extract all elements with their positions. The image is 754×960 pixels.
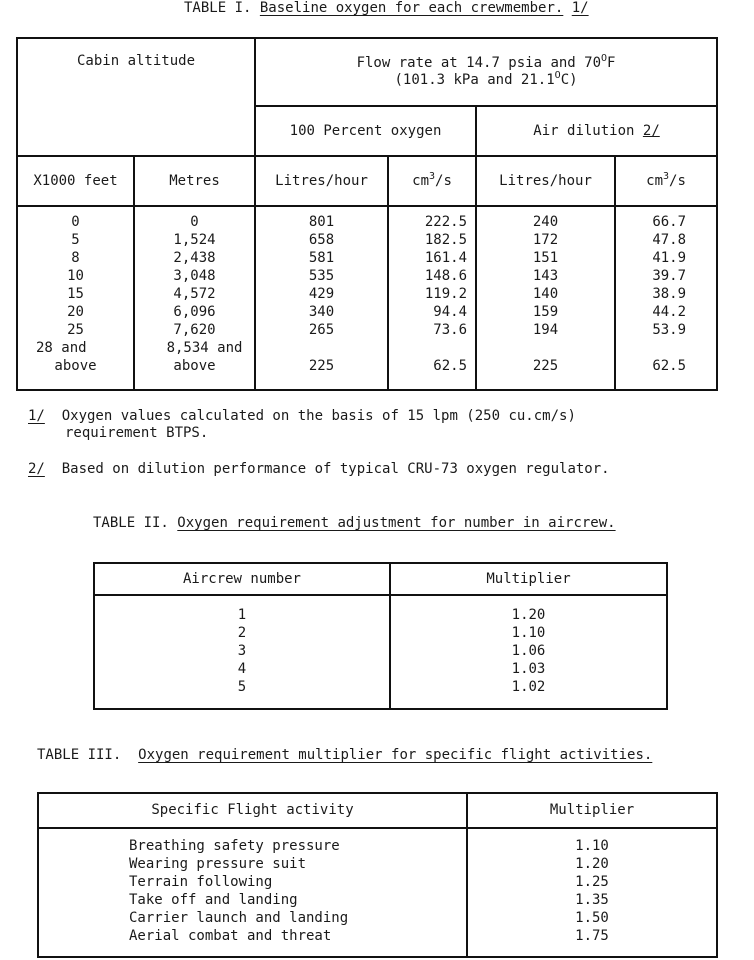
table3-label: TABLE III. (37, 747, 122, 763)
header-air-dilution: Air dilution 2/ (476, 106, 717, 156)
table1-footnote-ref: 1/ (571, 0, 589, 16)
column-feet: 0 5 8 10 15 20 25 28 and above (17, 206, 134, 390)
table2 (93, 562, 668, 710)
column-air-litres-hour: 240 172 151 143 140 159 194 225 (476, 206, 615, 390)
table1 (16, 37, 718, 391)
column-oxygen-litres-hour: 801 658 581 535 429 340 265 225 (255, 206, 388, 390)
table2-header-aircrew-number: Aircrew number (94, 563, 390, 595)
table3-column-activity: Breathing safety pressure Wearing pressure suit Terrain following Take off and landing Carrier launch and landing Aerial combat and threat (38, 828, 467, 957)
table3-title (37, 747, 652, 763)
footnote-2: 2/ Based on dilution performance of typical CRU-73 oxygen regulator. (28, 461, 610, 477)
table2-title (93, 515, 616, 531)
col-header-cm3s-air: $cm^3/s$ (615, 156, 717, 206)
col-header-cm3s-oxygen: $cm^3/s$ (388, 156, 476, 206)
table2-label: TABLE II. (93, 515, 169, 531)
footnote-1-continued: requirement BTPS. (65, 425, 209, 441)
table3-column-multiplier: 1.10 1.20 1.25 1.35 1.50 1.75 (467, 828, 717, 957)
header-cabin-altitude: Cabin altitude (17, 38, 255, 156)
table2-column-aircrew: 1 2 3 4 5 (94, 595, 390, 709)
header-100-percent-oxygen: 100 Percent oxygen (255, 106, 476, 156)
column-air-cm3s: 66.7 47.8 41.9 39.7 38.9 44.2 53.9 62.5 (615, 206, 717, 390)
table1-caption: Baseline oxygen for each crewmember. (259, 0, 564, 16)
column-oxygen-cm3s: 222.5 182.5 161.4 148.6 119.2 94.4 73.6 62.5 (388, 206, 476, 390)
table3-header-multiplier: Multiplier (467, 793, 717, 828)
table2-header-multiplier: Multiplier (390, 563, 667, 595)
table2-caption: Oxygen requirement adjustment for number in aircrew. (177, 515, 616, 531)
col-header-feet: X1000 feet (17, 156, 134, 206)
table3-header-activity: Specific Flight activity (38, 793, 467, 828)
col-header-metres: Metres (134, 156, 255, 206)
footnote-1: 1/ Oxygen values calculated on the basis of 15 lpm (250 cu.cm/s) (28, 408, 576, 424)
col-header-litres-hour-oxygen: Litres/hour (255, 156, 388, 206)
table1-label: TABLE I. (184, 0, 252, 16)
column-metres: 0 1,524 2,438 3,048 4,572 6,096 7,620 8,534 and above (134, 206, 255, 390)
table3-caption: Oxygen requirement multiplier for specific flight activities. (138, 747, 653, 763)
table3 (37, 792, 718, 958)
table1-title (184, 0, 589, 16)
table2-column-multiplier: 1.20 1.10 1.06 1.03 1.02 (390, 595, 667, 709)
header-flow-rate: Flow rate at 14.7 psia and $70^OF$ (101.3 kPa and $21.1^OC$) (255, 38, 717, 106)
col-header-litres-hour-air: Litres/hour (476, 156, 615, 206)
